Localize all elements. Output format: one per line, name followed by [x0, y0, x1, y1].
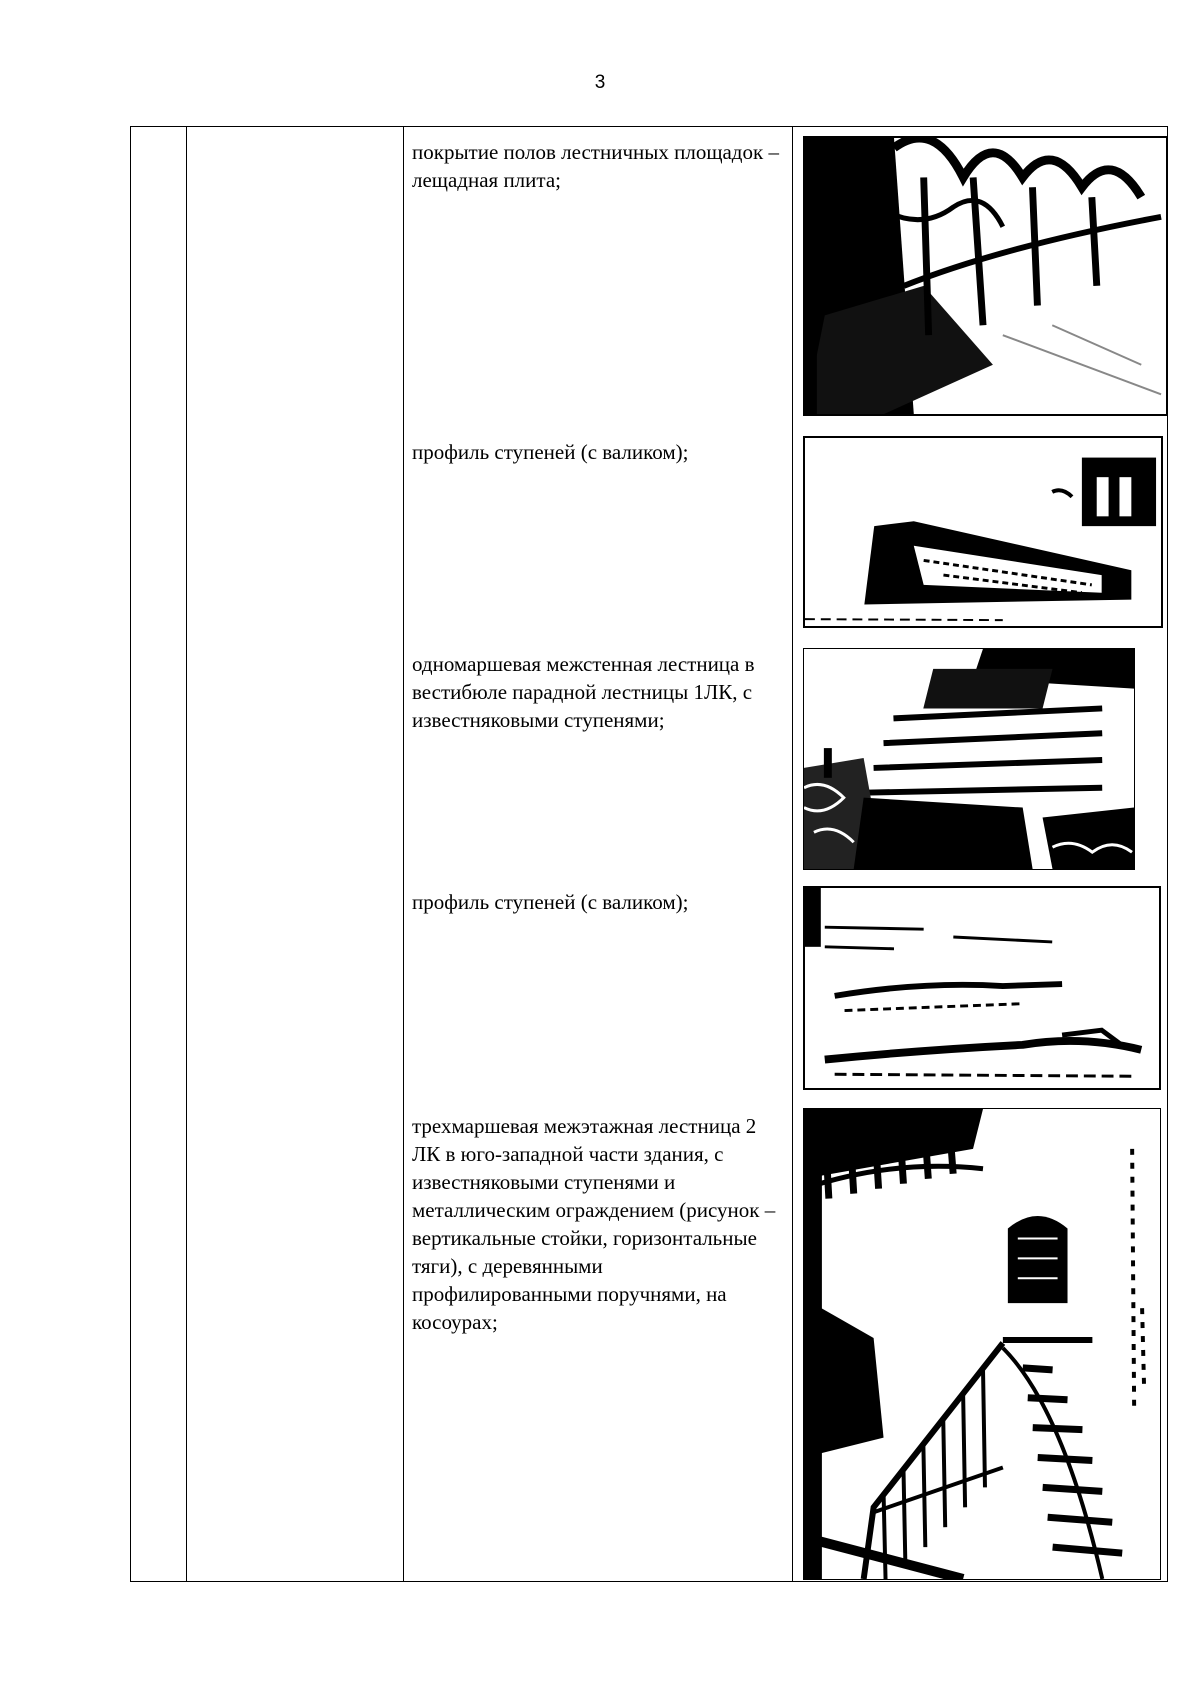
step-profile-photo-icon	[803, 436, 1163, 628]
entry-text: одномаршевая межстенная лестница в вестибюле парадной лестницы 1ЛК, с известняковыми ступенями;	[412, 652, 755, 732]
step-profile-photo-icon	[803, 886, 1161, 1090]
staircase-photo-icon	[803, 1108, 1161, 1580]
vestibule-stair-photo-icon	[803, 648, 1135, 870]
column-divider	[403, 127, 404, 1581]
entry-text: профиль ступеней (с валиком);	[412, 440, 689, 464]
column-divider	[792, 127, 793, 1581]
entry-text: покрытие полов лестничных площадок – лещадная плита;	[412, 140, 779, 192]
column-divider	[186, 127, 187, 1581]
entry-text: трехмаршевая межэтажная лестница 2 ЛК в юго-западной части здания, с известняковыми ступенями и металлическим ограждением (рисунок – вертикальные стойки, горизонтальные тяги), с деревянными профилированными поручнями, на косоурах;	[412, 1114, 776, 1334]
page-number: 3	[594, 72, 606, 93]
railing-photo-icon	[803, 136, 1168, 416]
entry-text: профиль ступеней (с валиком);	[412, 890, 689, 914]
